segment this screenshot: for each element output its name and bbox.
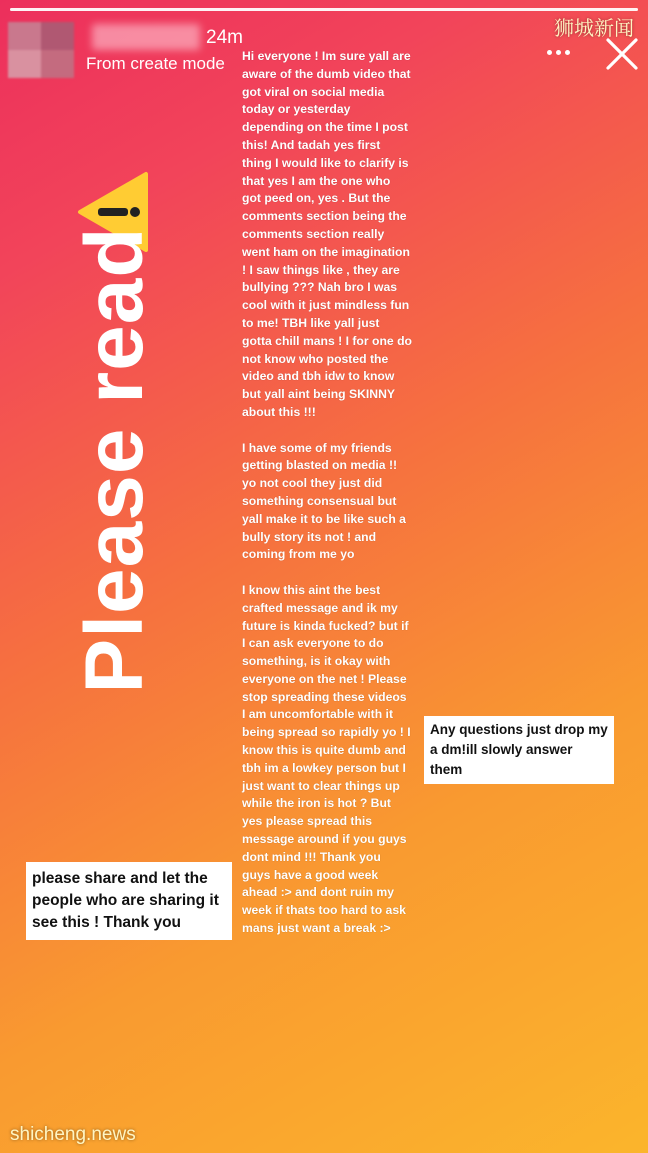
post-time: 24m [206,27,243,48]
story-paragraph-2: I have some of my friends getting blasted on media !! yo not cool they just did something consensual but yall make it to be like such a bully story its not ! and coming from me yo [242,440,406,562]
username-blurred[interactable] [92,24,200,50]
more-options-icon[interactable] [540,40,576,64]
avatar[interactable] [8,22,74,78]
story-subtitle: From create mode [86,54,225,73]
vertical-title: Please read [69,226,160,694]
story-progress-bar [10,8,638,11]
close-icon[interactable] [602,34,642,74]
questions-sticker: Any questions just drop my a dm!ill slowly answer them [424,716,614,784]
story-paragraph-1: Hi everyone ! Im sure yall are aware of the dumb video that got viral on social media today or yesterday depending on the time I post this! And tadah yes first thing I would like to clarify is that yes I am the one who got peed on, yes . But the comments section being the comments section really went ham on the imagination ! I saw things like , they are bullying ??? Nah bro I was cool with it just mindless fun to me! TBH like yall just gotta chill mans ! I for one do not know who posted the video and tbh idw to know but yall aint being SKINNY about this !!! [242,49,412,419]
story-paragraph-3: I know this aint the best crafted message and ik my future is kinda fucked? but if I can ask everyone to do something, is it okay with everyone on the net ! Please stop spreading these videos I am uncomfortable with it being spread so rapidly yo ! I know this is quite dumb and tbh im a lowkey person but I just want to clear things up while the iron is hot ? But yes please spread this message around if you guys dont mind !!! Thank you guys have a good week ahead :> and dont ruin my week if thats too hard to ask mans just want a break :> [242,582,411,936]
vertical-title-wrap [70,180,160,740]
watermark-top: 狮城新闻 [554,16,634,40]
story-progress-fill [10,8,638,11]
watermark-bottom: shicheng.news [10,1124,136,1145]
story-message [242,48,412,956]
share-sticker: please share and let the people who are sharing it see this ! Thank you [26,862,232,940]
